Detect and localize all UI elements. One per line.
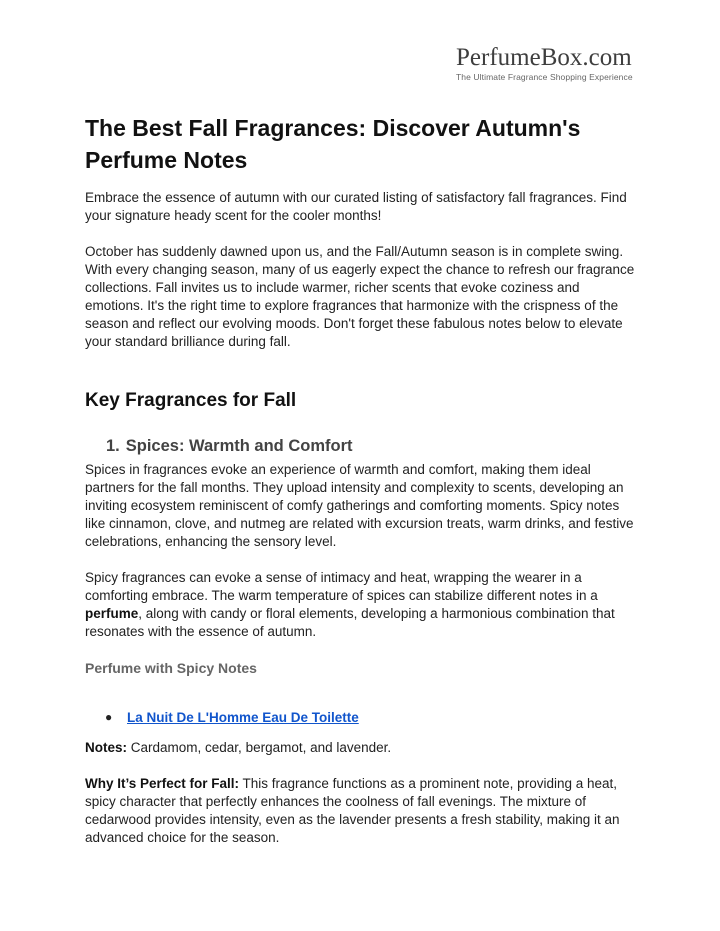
site-logo[interactable] [456, 44, 656, 83]
why-label: Why It’s Perfect for Fall: [85, 776, 240, 791]
notes-paragraph [85, 739, 640, 757]
why-paragraph [85, 775, 640, 847]
spices-p2-end: , along with candy or floral elements, developing a harmonious combination that resonates with the essence of autumn. [85, 606, 615, 639]
subsection-heading [106, 435, 640, 457]
notes-label: Notes: [85, 740, 128, 755]
spices-paragraph-1: Spices in fragrances evoke an experience of warmth and comfort, making them ideal partners for the fall months. They upload intensity and complexity to scents, developing an inviting ecosystem reminiscent of comfy gatherings and comforting moments. Spicy notes like cinnamon, clove, and nutmeg are related with excursion treats, warm drinks, and festive celebrations, enhancing the sensory level. [85, 462, 634, 549]
notes-text: Cardamom, cedar, bergamot, and lavender. [127, 740, 392, 755]
perfume-bold-term: perfume [85, 606, 139, 621]
article-body [85, 112, 640, 865]
spices-paragraph-2 [85, 569, 640, 641]
subsection-number: 1. [106, 437, 120, 455]
subsection-title: Spices: Warmth and Comfort [125, 437, 353, 455]
bullet-icon: ● [105, 710, 113, 724]
product-link[interactable]: La Nuit De L'Homme Eau De Toilette [127, 709, 359, 725]
perfume-subheading: Perfume with Spicy Notes [85, 660, 257, 676]
article-title: The Best Fall Fragrances: Discover Autumn's Perfume Notes [85, 115, 581, 173]
logo-title: PerfumeBox.com [456, 44, 632, 71]
list-item [105, 707, 640, 727]
logo-tagline: The Ultimate Fragrance Shopping Experience [456, 72, 633, 82]
october-paragraph: October has suddenly dawned upon us, and the Fall/Autumn season is in complete swing. With every changing season, many of us eagerly expect the chance to refresh our fragrance collections. Fall invites us to include warmer, richer scents that evoke coziness and emotions. It's the right time to explore fragrances that harmonize with the crispness of the season and reflect our evolving moods. Don't forget these fabulous notes below to elevate your standard brilliance during fall. [85, 244, 635, 349]
spices-p2-start: Spicy fragrances can evoke a sense of intimacy and heat, wrapping the wearer in a comforting embrace. The warm temperature of spices can stabilize different notes in a [85, 570, 598, 603]
intro-paragraph: Embrace the essence of autumn with our curated listing of satisfactory fall fragrances. Find your signature heady scent for the cooler months! [85, 190, 627, 223]
section-heading: Key Fragrances for Fall [85, 390, 297, 411]
why-text: This fragrance functions as a prominent note, providing a heat, spicy character that perfectly enhances the coolness of fall evenings. The mixture of cedarwood provides intensity, even as the lavender presents a fresh stability, making it an advanced choice for the season. [85, 776, 620, 845]
